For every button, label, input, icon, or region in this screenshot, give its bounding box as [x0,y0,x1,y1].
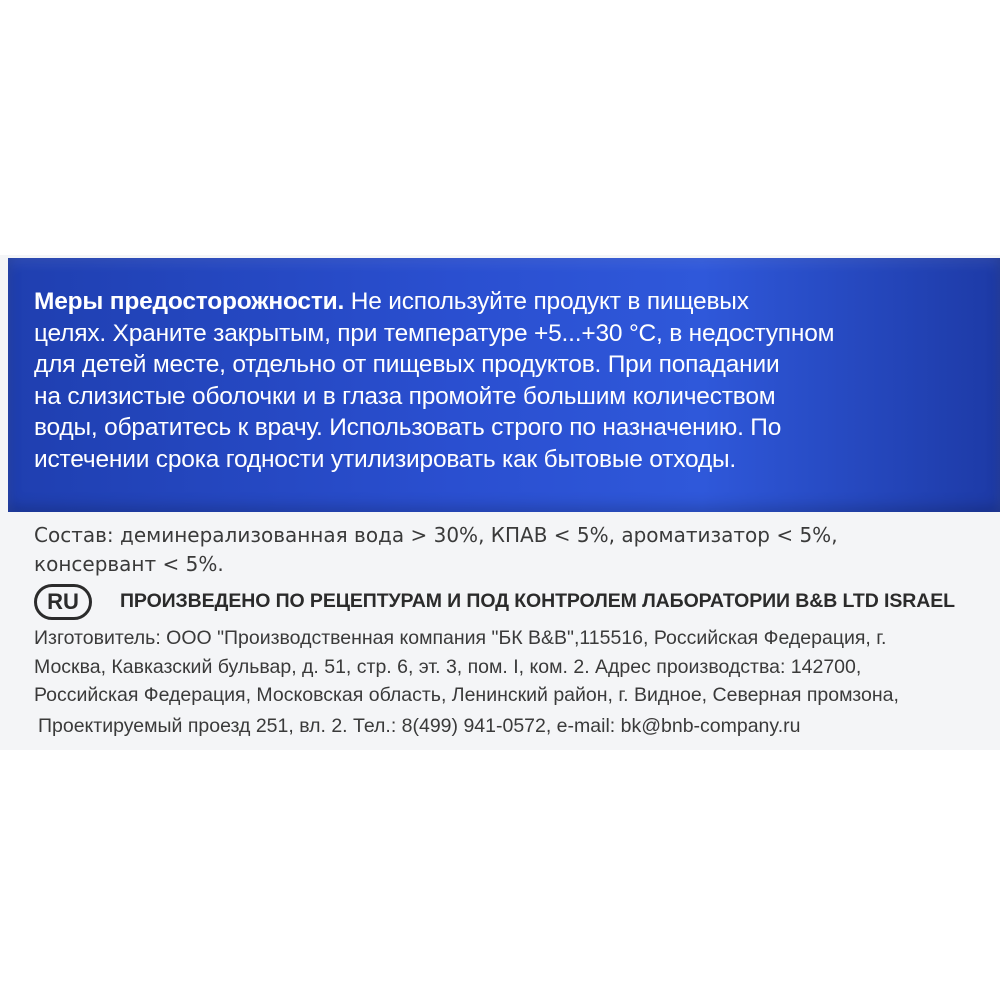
precautions-line-1 [34,286,974,318]
origin-row [34,584,984,624]
precautions-heading: Меры предосторожности. [34,288,345,315]
manufacturer-line-3: Российская Федерация, Московская область, Ленинский район, г. Видное, Северная промзона, [34,684,899,706]
manufacturer-line-2: Москва, Кавказский бульвар, д. 51, стр. 6, эт. 3, пом. I, ком. 2. Адрес производства: 142700, [34,655,862,678]
precautions-line-6: истечении срока годности утилизировать как бытовые отходы. [34,445,736,473]
manufacturer-line-1: Изготовитель: ООО "Производственная компания "БК B&B",115516, Российская Федерация, г. [34,627,887,649]
contact-line: Проектируемый проезд 251, вл. 2. Тел.: 8(499) 941-0572, e-mail: bk@bnb-company.ru [38,715,801,737]
composition-line-2: консервант < 5%. [34,552,224,576]
manufacturer-text [34,624,984,710]
composition-line-1: Состав: деминерализованная вода > 30%, КПАВ < 5%, ароматизатор < 5%, [34,523,838,547]
precautions-line-3: для детей месте, отдельно от пищевых продуктов. При попадании [34,351,780,378]
precautions-line-1-rest: Не используйте продукт в пищевых [344,288,749,315]
composition-text [34,521,974,579]
produced-statement: ПРОИЗВЕДЕНО ПО РЕЦЕПТУРАМ И ПОД КОНТРОЛЕМ ЛАБОРАТОРИИ B&B LTD ISRAEL [120,590,955,612]
ru-badge: RU [34,584,92,620]
precautions-line-4: на слизистые оболочки и в глаза промойте большим количеством [34,382,776,410]
precautions-text [34,286,974,475]
precautions-line-5: воды, обратитесь к врачу. Использовать строго по назначению. По [34,414,782,441]
precautions-line-2: целях. Храните закрытым, при температуре +5...+30 °С, в недоступном [34,319,835,347]
